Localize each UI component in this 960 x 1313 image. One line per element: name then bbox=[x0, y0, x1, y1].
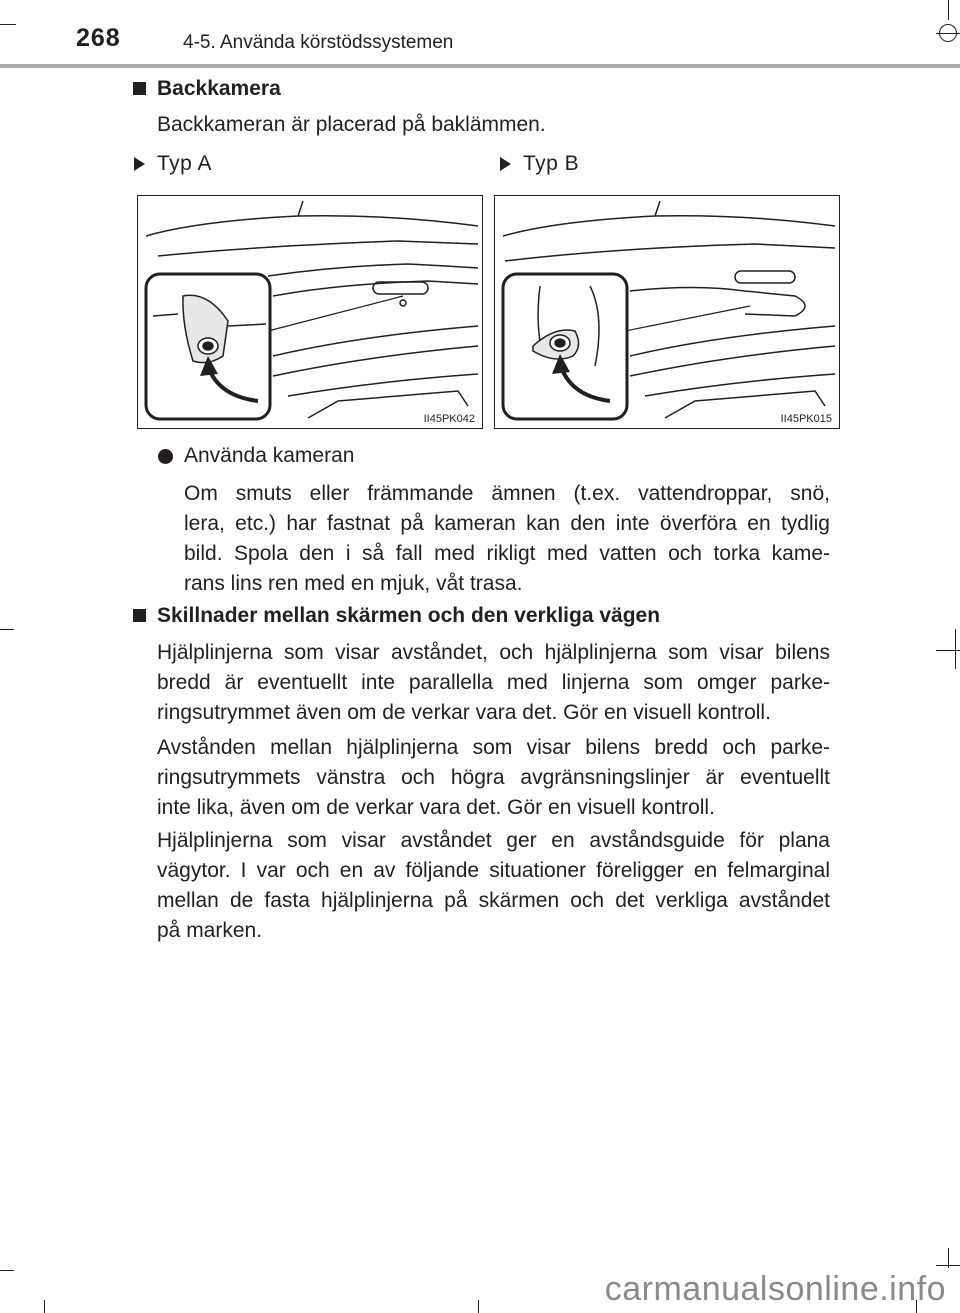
backkamera-intro: Backkameran är placerad på baklämmen. bbox=[157, 113, 546, 136]
crop-mark-low-right-v bbox=[948, 1248, 949, 1268]
type-a-label: Typ A bbox=[157, 152, 213, 175]
use-camera-line: rans lins ren med en mjuk, våt trasa. bbox=[184, 572, 523, 595]
differences-line: på marken. bbox=[157, 919, 263, 942]
differences-line: mellan de fasta hjälplinjerna på skärmen och det verkliga avståndet bbox=[157, 889, 830, 912]
crop-mark-mid-right-v bbox=[955, 629, 956, 669]
crop-mark-top-left bbox=[0, 24, 16, 25]
section-title: 4-5. Använda körstödssystemen bbox=[183, 32, 454, 53]
registration-mark-top-right bbox=[939, 24, 957, 42]
use-camera-text bbox=[184, 479, 830, 599]
use-camera-line: lera, etc.) har fastnat på kameran kan den inte överföra en tydlig bbox=[184, 512, 830, 535]
differences-line: Hjälplinjerna som visar avståndet ger en avståndsguide för plana bbox=[157, 829, 830, 852]
crop-mark-bottom-left-v bbox=[44, 1300, 45, 1313]
type-b-label: Typ B bbox=[523, 152, 580, 175]
use-camera-line: bild. Spola den i så fall med rikligt med vatten och torka kame- bbox=[184, 542, 830, 565]
differences-para-3 bbox=[157, 826, 830, 946]
figure-a-code: II45PK042 bbox=[423, 413, 475, 425]
crop-mark-bottom-mid-v bbox=[478, 1300, 479, 1313]
heading-marker bbox=[133, 82, 146, 95]
header-rule bbox=[0, 64, 960, 68]
differences-para-1 bbox=[157, 638, 830, 728]
tailgate-camera-illustration-b bbox=[495, 196, 838, 427]
type-a-arrow-icon bbox=[134, 157, 145, 171]
backkamera-heading: Backkamera bbox=[157, 77, 281, 100]
differences-line: bredd är eventuellt inte parallella med linjerna som omger parke- bbox=[157, 671, 830, 694]
bullet-dot-icon bbox=[158, 449, 173, 464]
heading-marker bbox=[133, 609, 146, 622]
page-number: 268 bbox=[76, 24, 121, 52]
type-b-arrow-icon bbox=[500, 157, 511, 171]
crop-mark-low-left bbox=[0, 1270, 14, 1271]
watermark: carmanualsonline.info bbox=[604, 1270, 946, 1308]
differences-line: ringsutrymmets vänstra och högra avgränsningslinjer är eventuellt bbox=[157, 766, 830, 789]
differences-line: Hjälplinjerna som visar avståndet, och hjälplinjerna som visar bilens bbox=[157, 641, 830, 664]
crop-mark-mid-left bbox=[0, 629, 14, 630]
use-camera-heading: Använda kameran bbox=[184, 444, 355, 467]
crop-mark-mid-right-h bbox=[936, 650, 960, 651]
differences-line: inte lika, även om de verkar vara det. Gör en visuell kontroll. bbox=[157, 796, 715, 819]
differences-line: vägytor. I var och en av följande situationer föreligger en felmarginal bbox=[157, 859, 830, 882]
figure-type-a bbox=[137, 195, 483, 429]
figure-b-code: II45PK015 bbox=[780, 413, 832, 425]
differences-heading: Skillnader mellan skärmen och den verkliga vägen bbox=[157, 604, 661, 627]
differences-line: ringsutrymmet även om de verkar vara det. Gör en visuell kontroll. bbox=[157, 701, 771, 724]
use-camera-line: Om smuts eller främmande ämnen (t.ex. vattendroppar, snö, bbox=[184, 482, 830, 505]
crop-mark-top-right-v bbox=[948, 0, 949, 20]
differences-para-2 bbox=[157, 733, 830, 823]
tailgate-camera-illustration-a bbox=[138, 196, 481, 427]
figure-type-b bbox=[494, 195, 840, 429]
differences-line: Avstånden mellan hjälplinjerna som visar bilens bredd och parke- bbox=[157, 736, 830, 759]
